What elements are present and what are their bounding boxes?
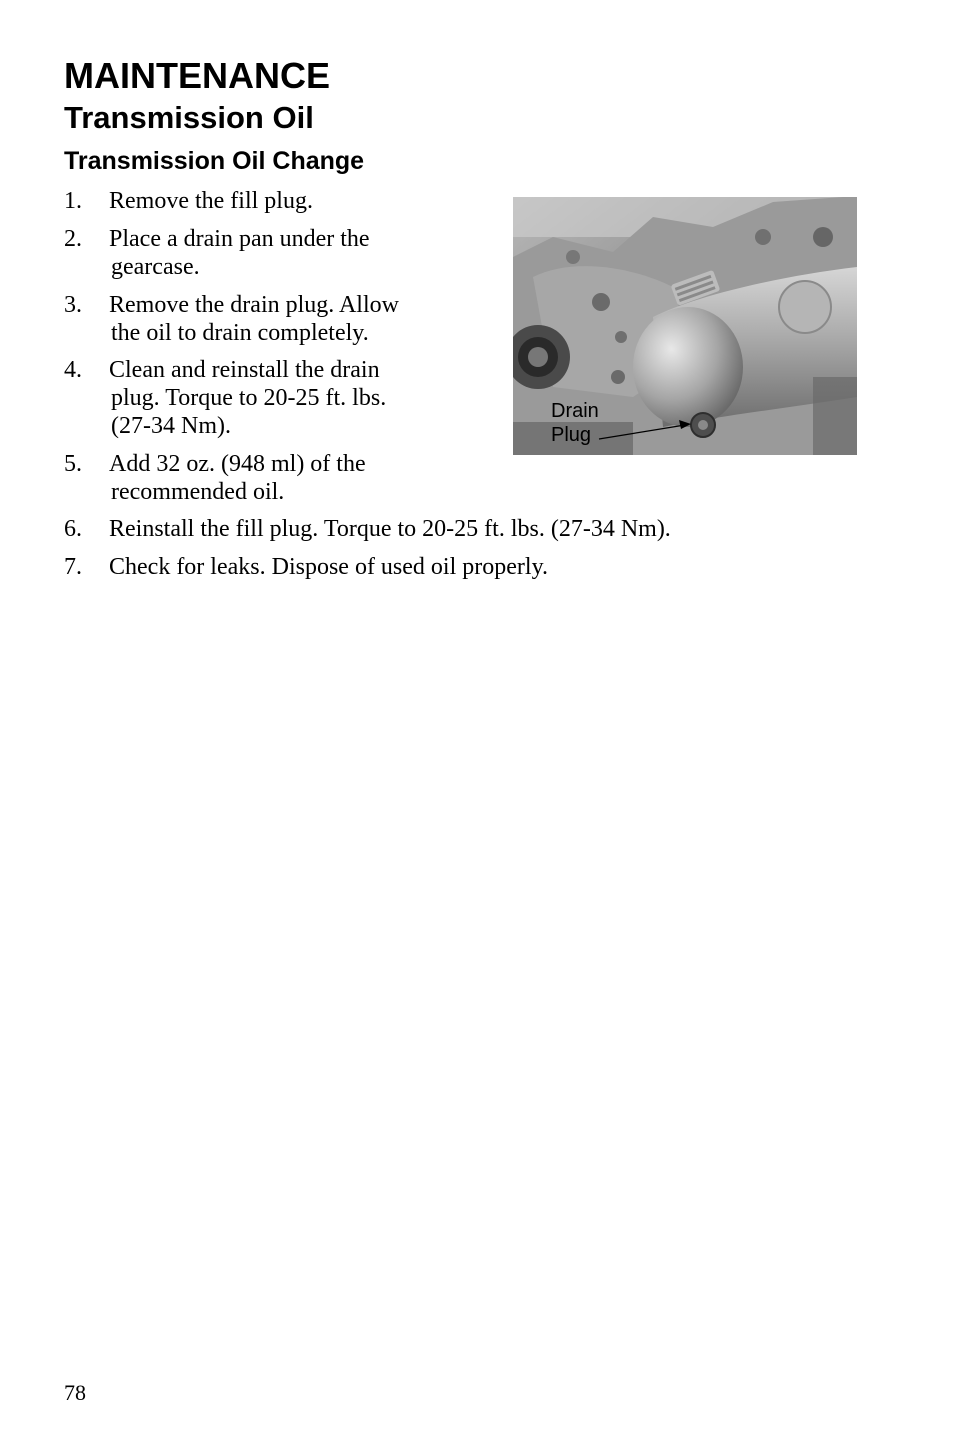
step-line: gearcase. [111,254,200,280]
step-number: 5. [64,451,82,477]
step-line: Remove the drain plug. Allow [109,292,399,318]
step-number: 6. [64,516,82,542]
step-line: recommended oil. [111,479,285,505]
callout-line: Drain [551,400,599,422]
step-number: 2. [64,226,82,252]
step-line: Clean and reinstall the drain [109,357,380,383]
step-line: the oil to drain completely. [111,320,369,346]
subsection-title: Transmission Oil [64,100,314,135]
step-line: Reinstall the fill plug. Torque to 20-25 ft. lbs. (27-34 Nm). [109,516,671,542]
gearcase-photo [513,197,857,455]
step-number: 4. [64,357,82,383]
step-text [109,450,366,506]
section-title: MAINTENANCE [64,55,330,96]
step-text [109,225,370,281]
step-number: 3. [64,292,82,318]
step-line: (27-34 Nm). [111,413,231,439]
step-text [109,187,313,215]
step-line: plug. Torque to 20-25 ft. lbs. [111,385,387,411]
step-line: Add 32 oz. (948 ml) of the [109,451,366,477]
step-text [109,356,386,440]
step-text [109,553,548,581]
step-number: 7. [64,554,82,580]
step-number: 1. [64,188,82,214]
drain-plug-callout [551,399,599,447]
step-line: Place a drain pan under the [109,226,370,252]
page-number: 78 [64,1380,86,1405]
step-text [109,515,671,543]
step-line: Check for leaks. Dispose of used oil properly. [109,554,549,580]
step-line: Remove the fill plug. [109,188,313,214]
procedure-title: Transmission Oil Change [64,147,365,175]
callout-line: Plug [551,424,592,446]
step-text [109,291,399,347]
